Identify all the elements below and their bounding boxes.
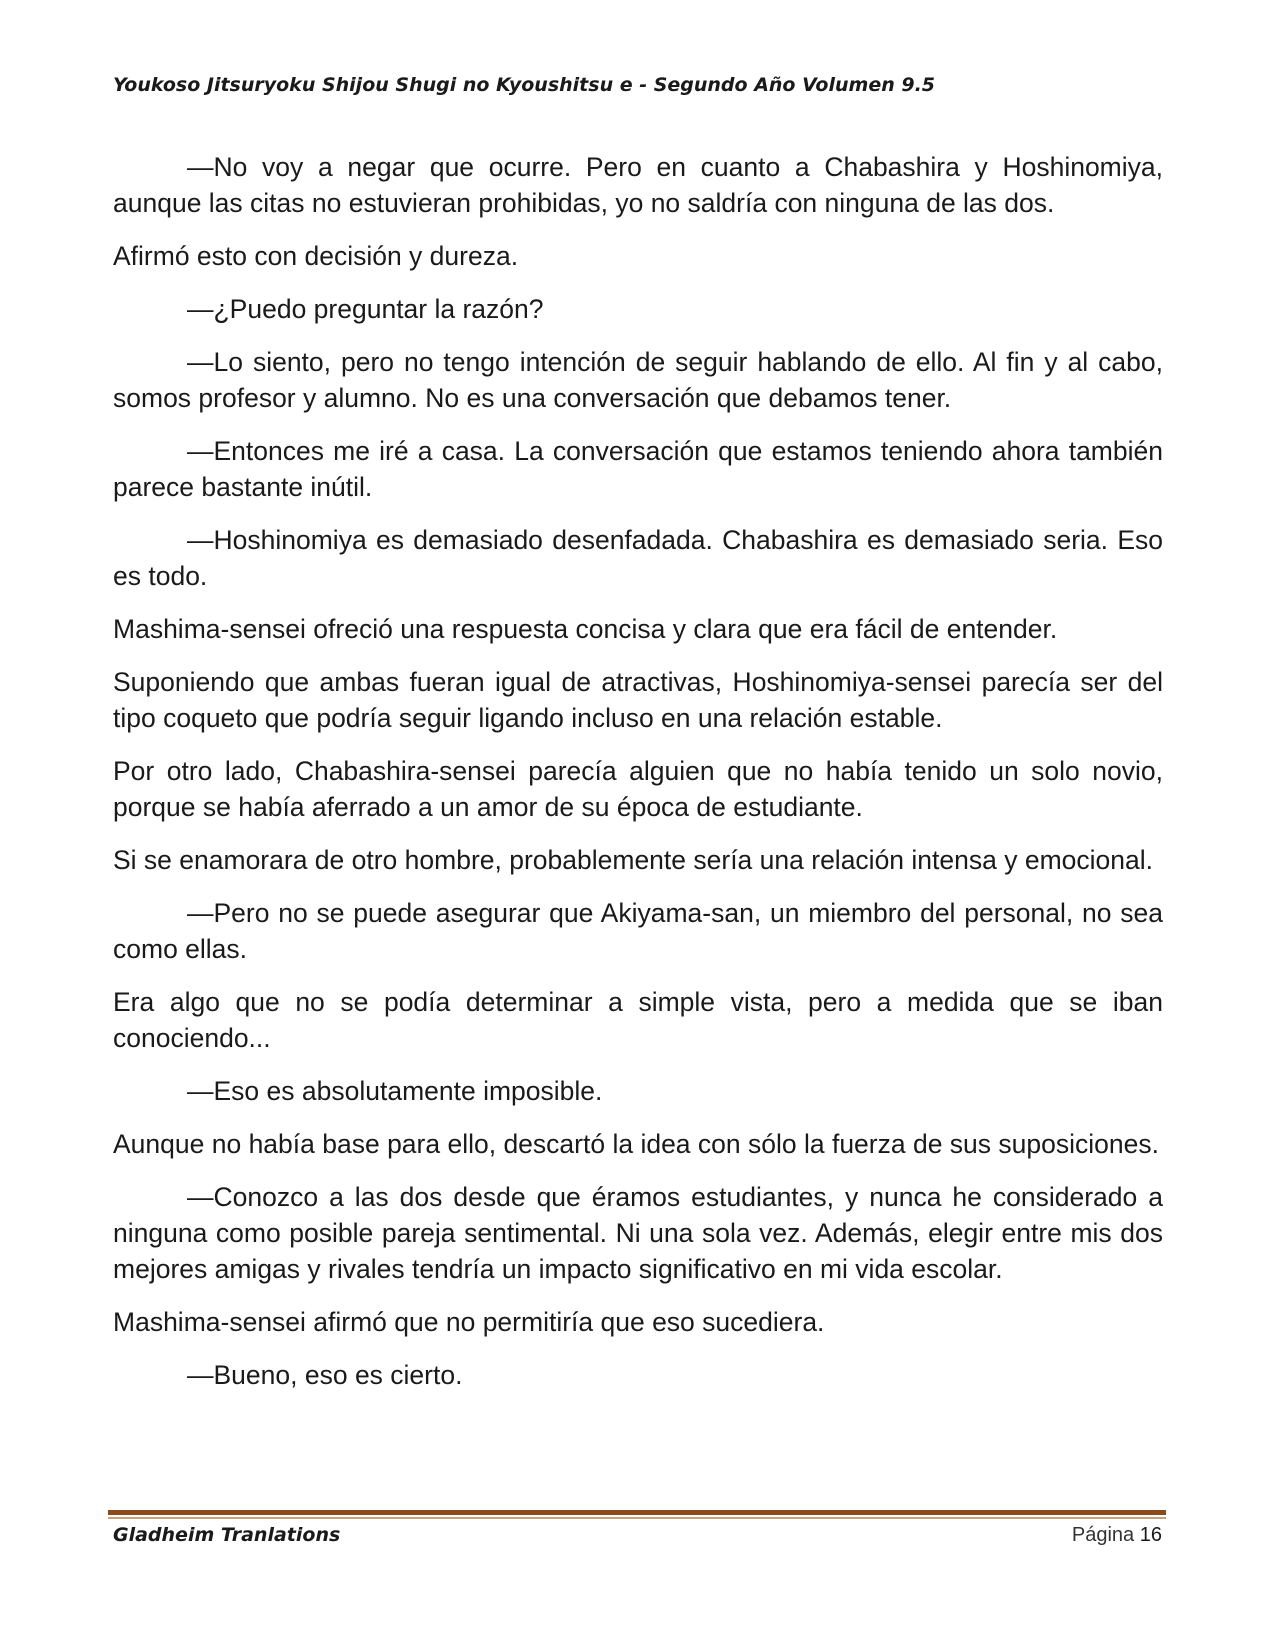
- footer-rule-thin: [108, 1517, 1166, 1519]
- paragraph: Por otro lado, Chabashira-sensei parecía alguien que no había tenido un solo novio, porque se había aferrado a un amor de su época de estudiante.: [113, 756, 1163, 822]
- paragraph: —Lo siento, pero no tengo intención de seguir hablando de ello. Al fin y al cabo, somos profesor y alumno. No es una conversación que debamos tener.: [113, 347, 1163, 413]
- paragraph: —Pero no se puede asegurar que Akiyama-san, un miembro del personal, no sea como ellas.: [113, 898, 1163, 964]
- footer-rule-thick: [108, 1510, 1166, 1515]
- page-label: Página: [1071, 1524, 1135, 1546]
- paragraph: —No voy a negar que ocurre. Pero en cuanto a Chabashira y Hoshinomiya, aunque las citas no estuvieran prohibidas, yo no saldría con ninguna de las dos.: [113, 152, 1163, 218]
- paragraph: —Entonces me iré a casa. La conversación que estamos teniendo ahora también parece bastante inútil.: [113, 436, 1163, 502]
- paragraph: —Conozco a las dos desde que éramos estudiantes, y nunca he considerado a ninguna como posible pareja sentimental. Ni una sola vez. Además, elegir entre mis dos mejores amigas y rivales tendría un impacto significativo en mi vida escolar.: [113, 1182, 1163, 1284]
- paragraph: —Eso es absolutamente imposible.: [187, 1076, 603, 1106]
- paragraph: —Bueno, eso es cierto.: [187, 1360, 463, 1390]
- page-number: 16: [1139, 1524, 1162, 1546]
- paragraph: Suponiendo que ambas fueran igual de atractivas, Hoshinomiya-sensei parecía ser del tipo coqueto que podría seguir ligando incluso en una relación estable.: [113, 667, 1163, 733]
- paragraph: Mashima-sensei afirmó que no permitiría que eso sucediera.: [113, 1307, 825, 1337]
- footer-credit: Gladheim Tranlations: [113, 1524, 341, 1546]
- paragraph: Aunque no había base para ello, descartó la idea con sólo la fuerza de sus suposiciones.: [113, 1129, 1159, 1159]
- paragraph: Si se enamorara de otro hombre, probablemente sería una relación intensa y emocional.: [113, 845, 1153, 875]
- paragraph: —¿Puedo preguntar la razón?: [187, 294, 544, 324]
- paragraph: Afirmó esto con decisión y dureza.: [113, 241, 519, 271]
- page-header-title: Youkoso Jitsuryoku Shijou Shugi no Kyoushitsu e - Segundo Año Volumen 9.5: [113, 74, 936, 96]
- paragraph: Era algo que no se podía determinar a simple vista, pero a medida que se iban conociendo...: [113, 987, 1163, 1053]
- paragraph: Mashima-sensei ofreció una respuesta concisa y clara que era fácil de entender.: [113, 614, 1058, 644]
- page-number-label: [1072, 1524, 1162, 1547]
- body-text: [113, 149, 1163, 1410]
- paragraph: —Hoshinomiya es demasiado desenfadada. Chabashira es demasiado seria. Eso es todo.: [113, 525, 1163, 591]
